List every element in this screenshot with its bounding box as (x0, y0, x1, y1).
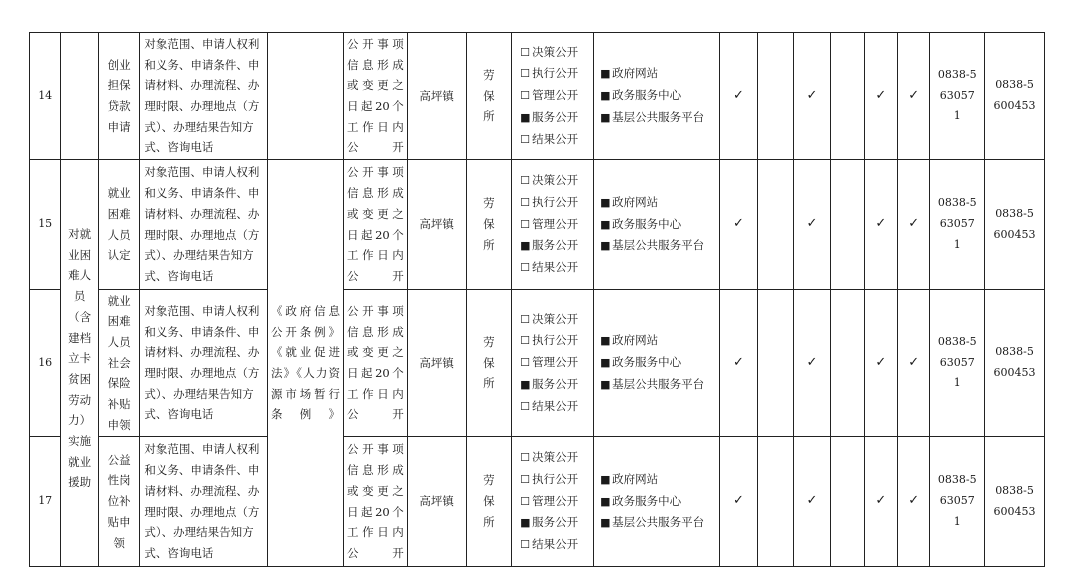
checkbox-icon: ☐ (520, 217, 530, 231)
check-mark-icon: ✓ (898, 160, 930, 290)
scope-label: 执行公开 (532, 333, 579, 348)
channel-option (600, 512, 719, 534)
item-name: 公益性岗位补贴申领 (98, 437, 140, 567)
channel-label: 基层公共服务平台 (612, 109, 705, 124)
department: 劳保所 (466, 33, 512, 160)
scope-label: 执行公开 (532, 66, 579, 81)
scope-option (520, 447, 593, 469)
phone-number: 0838-5600453 (985, 290, 1045, 437)
table-row (30, 290, 1045, 437)
check-mark-icon: ✓ (898, 33, 930, 160)
channel-option (600, 214, 719, 236)
scope-option (520, 534, 593, 556)
disclosure-scope (512, 437, 594, 567)
checkbox-icon: ☐ (520, 312, 530, 326)
scope-label: 执行公开 (532, 471, 579, 486)
checkbox-icon: ☐ (520, 334, 530, 348)
disclosure-content: 对象范围、申请人权利和义务、申请条件、申请材料、办理流程、办理时限、办理地点（方式）、办理结果告知方式、咨询电话 (140, 290, 268, 437)
check-mark-icon (831, 437, 864, 567)
checkbox-icon: ☐ (520, 356, 530, 370)
check-mark-icon (758, 290, 793, 437)
check-mark-icon: ✓ (719, 160, 757, 290)
scope-option (520, 42, 593, 64)
scope-label: 服务公开 (532, 515, 579, 530)
scope-label: 管理公开 (532, 355, 579, 370)
check-mark-icon: ✓ (864, 160, 897, 290)
channel-option (600, 85, 719, 107)
scope-label: 决策公开 (532, 450, 579, 465)
check-mark-icon (831, 290, 864, 437)
channel-option (600, 374, 719, 396)
item-name: 创业担保贷款申请 (98, 33, 140, 160)
check-mark-icon (758, 437, 793, 567)
filled-square-icon: ■ (600, 195, 611, 209)
disclosure-subject: 高坪镇 (407, 160, 466, 290)
department: 劳保所 (466, 290, 512, 437)
channel-label: 政府网站 (612, 194, 659, 209)
scope-option (520, 170, 593, 192)
phone-number: 0838-5630571 (930, 437, 985, 567)
scope-option (520, 257, 593, 279)
disclosure-subject: 高坪镇 (407, 290, 466, 437)
item-name: 就业困难人员认定 (98, 160, 140, 290)
phone-number: 0838-5630571 (930, 33, 985, 160)
checkbox-icon: ☐ (520, 538, 530, 552)
channel-option (600, 235, 719, 257)
checkbox-icon: ☐ (520, 494, 530, 508)
phone-number: 0838-5630571 (930, 160, 985, 290)
department: 劳保所 (466, 160, 512, 290)
filled-square-icon: ■ (600, 110, 611, 124)
scope-option (520, 107, 593, 129)
channel-option (600, 491, 719, 513)
row-number: 15 (30, 160, 61, 290)
scope-option (520, 129, 593, 151)
scope-option (520, 214, 593, 236)
disclosure-channels (594, 437, 720, 567)
checkbox-icon: ☐ (520, 472, 530, 486)
check-mark-icon: ✓ (864, 290, 897, 437)
channel-option (600, 192, 719, 214)
scope-label: 决策公开 (532, 311, 579, 326)
legal-basis: 《政府信息公开条例》《就业促进法》《人力资源市场暂行条例》 (268, 160, 344, 567)
filled-square-icon: ■ (600, 356, 611, 370)
scope-option (520, 352, 593, 374)
check-mark-icon (758, 160, 793, 290)
channel-option (600, 330, 719, 352)
disclosure-table (29, 32, 1045, 567)
scope-option (520, 396, 593, 418)
scope-label: 执行公开 (532, 194, 579, 209)
time-limit: 公开事项信息形成或变更之日起20个工作日内公开 (343, 160, 407, 290)
table-row (30, 437, 1045, 567)
checkbox-icon: ☐ (520, 67, 530, 81)
channel-option (600, 63, 719, 85)
empty-cell (268, 33, 344, 160)
check-mark-icon: ✓ (793, 437, 830, 567)
scope-label: 决策公开 (532, 44, 579, 59)
scope-label: 服务公开 (532, 109, 579, 124)
empty-cell (61, 33, 98, 160)
scope-option (520, 374, 593, 396)
scope-option (520, 512, 593, 534)
scope-label: 管理公开 (532, 216, 579, 231)
disclosure-scope (512, 33, 594, 160)
filled-square-icon: ■ (600, 377, 611, 391)
checkbox-icon: ■ (520, 377, 531, 391)
disclosure-content: 对象范围、申请人权利和义务、申请条件、申请材料、办理流程、办理时限、办理地点（方式）、办理结果告知方式、咨询电话 (140, 160, 268, 290)
scope-option (520, 192, 593, 214)
scope-option (520, 330, 593, 352)
phone-number: 0838-5600453 (985, 437, 1045, 567)
channel-label: 政务服务中心 (612, 216, 682, 231)
filled-square-icon: ■ (600, 239, 611, 253)
checkbox-icon: ■ (520, 516, 531, 530)
disclosure-channels (594, 33, 720, 160)
checkbox-icon: ■ (520, 239, 531, 253)
filled-square-icon: ■ (600, 494, 611, 508)
channel-label: 政务服务中心 (612, 493, 682, 508)
filled-square-icon: ■ (600, 334, 611, 348)
time-limit: 公开事项信息形成或变更之日起20个工作日内公开 (343, 33, 407, 160)
channel-label: 基层公共服务平台 (612, 376, 705, 391)
table-row (30, 160, 1045, 290)
channel-label: 政务服务中心 (612, 355, 682, 370)
disclosure-content: 对象范围、申请人权利和义务、申请条件、申请材料、办理流程、办理时限、办理地点（方式）、办理结果告知方式、咨询电话 (140, 33, 268, 160)
scope-option (520, 235, 593, 257)
scope-option (520, 85, 593, 107)
scope-option (520, 309, 593, 331)
check-mark-icon (831, 33, 864, 160)
table-row (30, 33, 1045, 160)
filled-square-icon: ■ (600, 472, 611, 486)
disclosure-channels (594, 160, 720, 290)
checkbox-icon: ☐ (520, 89, 530, 103)
checkbox-icon: ☐ (520, 195, 530, 209)
disclosure-channels (594, 290, 720, 437)
check-mark-icon: ✓ (793, 290, 830, 437)
scope-label: 结果公开 (532, 131, 579, 146)
department: 劳保所 (466, 437, 512, 567)
disclosure-scope (512, 290, 594, 437)
scope-label: 管理公开 (532, 493, 579, 508)
scope-option (520, 63, 593, 85)
channel-label: 政府网站 (612, 66, 659, 81)
disclosure-subject: 高坪镇 (407, 437, 466, 567)
check-mark-icon: ✓ (793, 33, 830, 160)
disclosure-scope (512, 160, 594, 290)
channel-label: 政府网站 (612, 333, 659, 348)
channel-option (600, 352, 719, 374)
channel-label: 政府网站 (612, 471, 659, 486)
checkbox-icon: ☐ (520, 132, 530, 146)
scope-label: 结果公开 (532, 537, 579, 552)
checkbox-icon: ☐ (520, 45, 530, 59)
check-mark-icon: ✓ (719, 290, 757, 437)
scope-label: 结果公开 (532, 260, 579, 275)
check-mark-icon: ✓ (719, 33, 757, 160)
scope-option (520, 469, 593, 491)
checkbox-icon: ■ (520, 110, 531, 124)
channel-label: 政务服务中心 (612, 88, 682, 103)
checkbox-icon: ☐ (520, 261, 530, 275)
filled-square-icon: ■ (600, 67, 611, 81)
scope-label: 服务公开 (532, 238, 579, 253)
check-mark-icon: ✓ (898, 290, 930, 437)
row-number: 16 (30, 290, 61, 437)
check-mark-icon: ✓ (898, 437, 930, 567)
filled-square-icon: ■ (600, 89, 611, 103)
checkbox-icon: ☐ (520, 399, 530, 413)
group-label: 对就业困难人员（含建档立卡贫困劳动力）实施就业援助 (61, 160, 98, 567)
time-limit: 公开事项信息形成或变更之日起20个工作日内公开 (343, 290, 407, 437)
check-mark-icon: ✓ (864, 437, 897, 567)
check-mark-icon (831, 160, 864, 290)
phone-number: 0838-5600453 (985, 33, 1045, 160)
channel-option (600, 107, 719, 129)
row-number: 14 (30, 33, 61, 160)
scope-label: 结果公开 (532, 398, 579, 413)
check-mark-icon: ✓ (719, 437, 757, 567)
check-mark-icon: ✓ (864, 33, 897, 160)
scope-label: 管理公开 (532, 88, 579, 103)
channel-label: 基层公共服务平台 (612, 238, 705, 253)
channel-option (600, 469, 719, 491)
scope-option (520, 491, 593, 513)
time-limit: 公开事项信息形成或变更之日起20个工作日内公开 (343, 437, 407, 567)
phone-number: 0838-5600453 (985, 160, 1045, 290)
check-mark-icon: ✓ (793, 160, 830, 290)
filled-square-icon: ■ (600, 217, 611, 231)
checkbox-icon: ☐ (520, 174, 530, 188)
item-name: 就业困难人员社会保险补贴申领 (98, 290, 140, 437)
channel-label: 基层公共服务平台 (612, 515, 705, 530)
disclosure-content: 对象范围、申请人权利和义务、申请条件、申请材料、办理流程、办理时限、办理地点（方式）、办理结果告知方式、咨询电话 (140, 437, 268, 567)
checkbox-icon: ☐ (520, 451, 530, 465)
scope-label: 服务公开 (532, 376, 579, 391)
row-number: 17 (30, 437, 61, 567)
phone-number: 0838-5630571 (930, 290, 985, 437)
check-mark-icon (758, 33, 793, 160)
scope-label: 决策公开 (532, 173, 579, 188)
filled-square-icon: ■ (600, 516, 611, 530)
disclosure-subject: 高坪镇 (407, 33, 466, 160)
